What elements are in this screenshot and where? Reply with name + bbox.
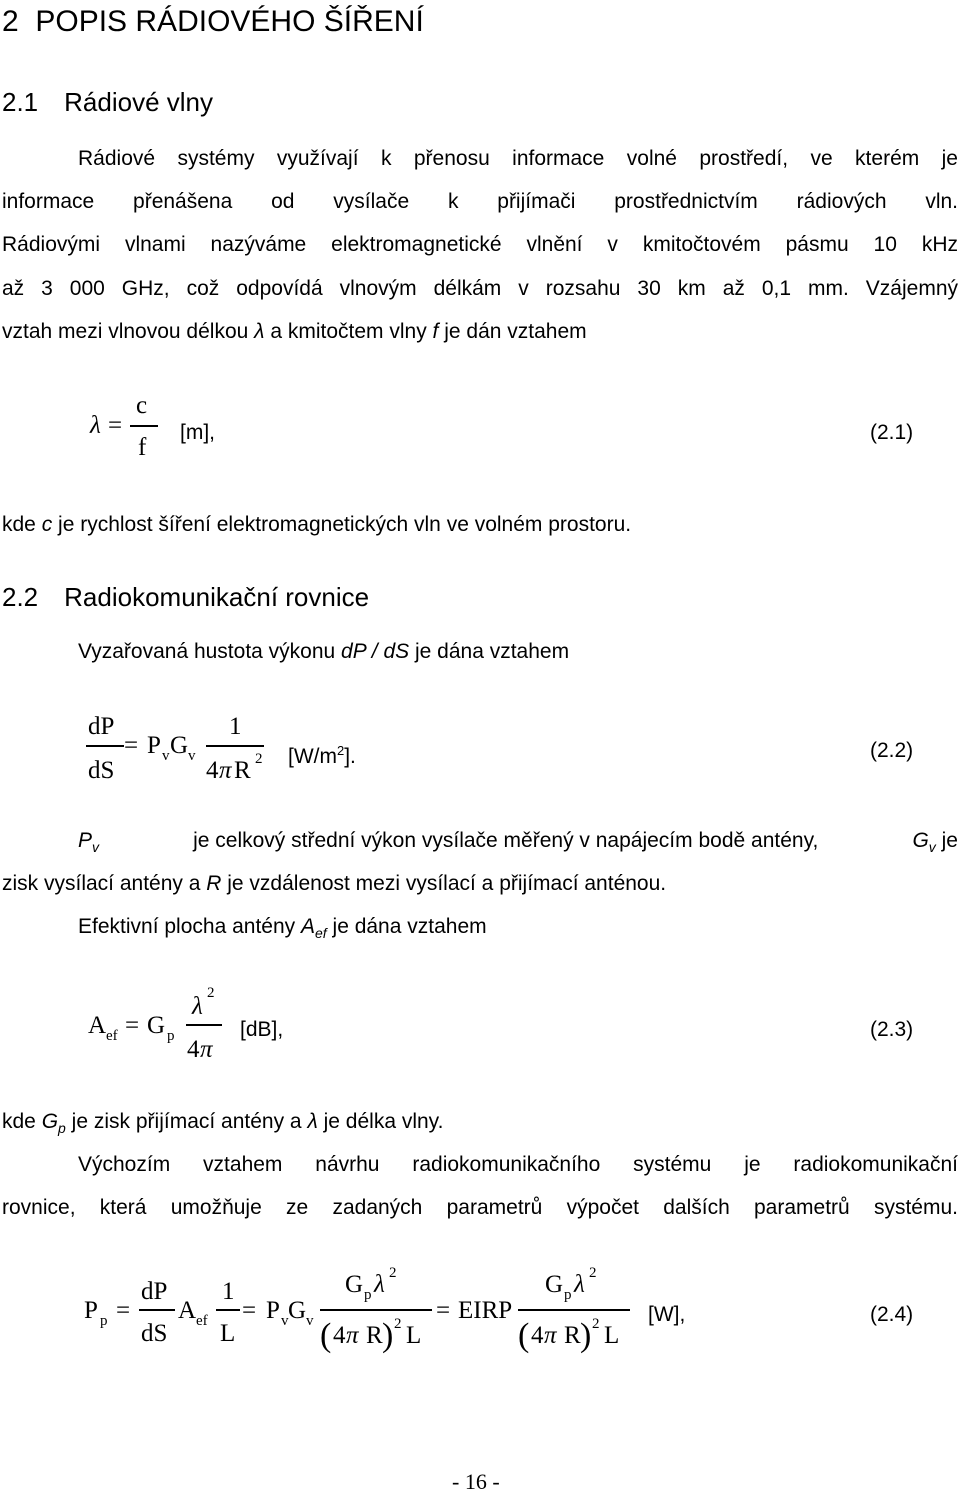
equation-number: (2.4) [870,1303,914,1326]
section-title: Radiokomunikační rovnice [64,582,370,612]
fraction-bar [130,425,158,427]
paragraph-line: až 3 000 GHz, což odpovídá vlnovým délkám v rozsahu 30 km až 0,1 mm. Vzájemný [2,277,958,300]
chapter-heading [2,4,424,40]
page: 2 POPIS RÁDIOVÉHO ŠÍŘENÍ 2.1 Rádiové vlny Rádiové systémy využívají k přenosu informace volné prostředí, ve kterém je informace přenášena od vysílače k přijímači prostřednictvím rádiových vln. Rádiovými vlnami nazýváme elektromagnetické vlnění v kmitočtovém pásmu 10 kHz až 3 000 GHz, což odpovídá vlnovým délkám v rozsahu 30 km až 0,1 mm. Vzájemný vztah mezi vlnovou délkou λ a kmitočtem vlny f je dán vztahem λ = c f [m], (2.1) kde c je rychlost šíření elektromagnetických vln ve volném prostoru. 2.2 Radiokomunikační rovnice Vyzařovaná hustota výkonu dP / dS je dána vztahem dP dS = P v G v 1 4 π R 2 $[W/m^2]$. (2.2) $P_v$ je celkový střední výkon vysílače měřený v napájecím bodě antény, $G_v$ je zisk vysílací antény a R je vzdálenost mezi vysílací a přijímací anténou. Efektivní plocha antény $A_{ef}$ je dána vztahem A ef = G p λ 2 4 π [dB], (2.3) kde $G_p$ je zisk přijímací antény a λ je délka vlny. Výchozím vztahem návrhu radiokomunikačního systému je radiokomunikační rovnice, která umožňuje ze zadaných parametrů výpočet dalších parametrů systému. P p = dP dS A ef 1 L = P v G v G p λ 2 ( 4 π R ) 2 L = EIRP G p λ 2 ( 4 π R ) 2 L [W], (2.4) - 16 - [2,5,958,1494]
section-heading-2-1 [2,86,213,118]
paragraph-line: $P_v$ je celkový střední výkon vysílače měřený v napájecím bodě antény, $G_v$ je [78,829,958,856]
section-title: Rádiové vlny [64,87,214,117]
fraction-bar [518,1309,630,1311]
paragraph-line: vztah mezi vlnovou délkou λ a kmitočtem vlny f je dán vztahem [2,320,587,343]
fraction-bar [320,1309,432,1311]
fraction-bar [86,745,124,747]
paragraph-line: Vyzařovaná hustota výkonu dP / dS je dána vztahem [78,640,570,663]
equation-number: (2.1) [870,421,914,444]
fraction-bar [139,1309,175,1311]
section-number: 2.1 [2,87,39,117]
chapter-number: 2 [2,5,19,38]
section-heading-2-2 [2,581,369,613]
paragraph-line: Rádiové systémy využívají k přenosu informace volné prostředí, ve kterém je [78,147,958,170]
paragraph-line: rovnice, která umožňuje ze zadaných parametrů výpočet dalších parametrů systému. [2,1196,958,1219]
fraction-bar [206,745,264,747]
paragraph-line: zisk vysílací antény a R je vzdálenost mezi vysílací a přijímací anténou. [2,872,667,895]
paragraph-line: Výchozím vztahem návrhu radiokomunikačního systému je radiokomunikační [78,1153,958,1176]
paragraph-line: informace přenášena od vysílače k přijímači prostřednictvím rádiových vln. [2,190,958,213]
fraction-bar [186,1024,222,1026]
section-number: 2.2 [2,582,39,612]
paragraph-line: kde c je rychlost šíření elektromagnetických vln ve volném prostoru. [2,513,632,536]
fraction-bar [216,1309,240,1311]
chapter-title: POPIS RÁDIOVÉHO ŠÍŘENÍ [35,5,424,38]
paragraph-line: Rádiovými vlnami nazýváme elektromagnetické vlnění v kmitočtovém pásmu 10 kHz [2,233,958,256]
equation-number: (2.3) [870,1018,914,1041]
paragraph-line: kde $G_p$ je zisk přijímací antény a λ je délka vlny. [2,1110,444,1137]
paragraph-line: Efektivní plocha antény $A_{ef}$ je dána vztahem [78,915,487,942]
equation-number: (2.2) [870,739,914,762]
page-number: - 16 - [452,1469,500,1494]
